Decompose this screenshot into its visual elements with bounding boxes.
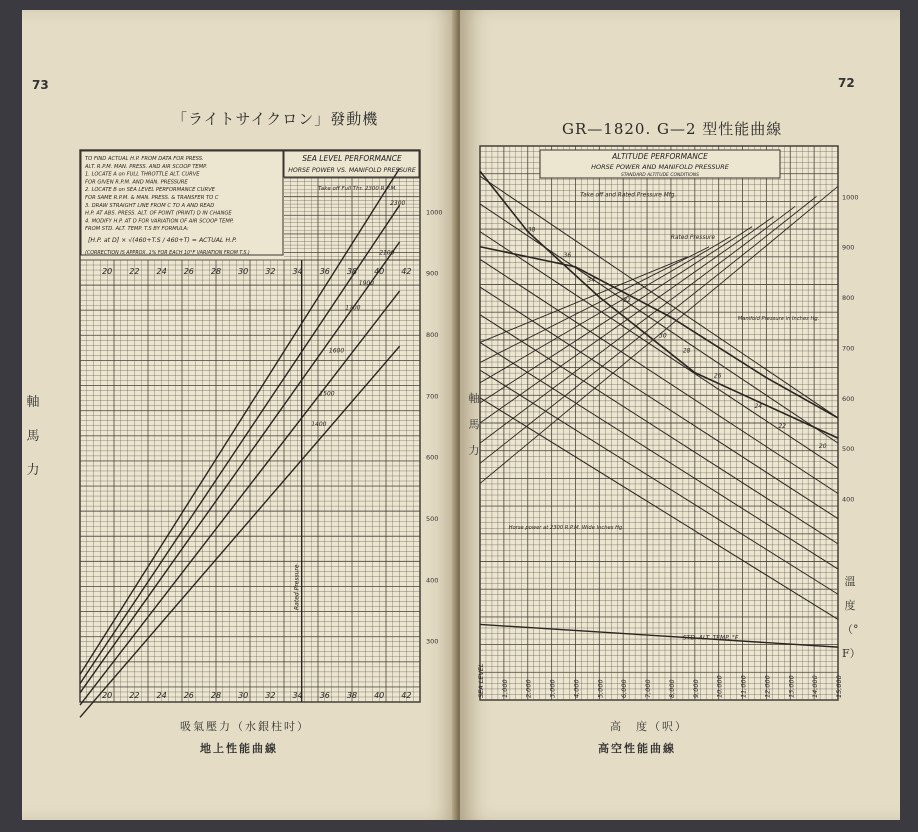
x-tick-label: 24 [156, 691, 167, 700]
chart-note: STANDARD ALTITUDE CONDITIONS [620, 173, 700, 178]
chart-caption-right: 高空性能曲線 [598, 742, 676, 755]
y-tick-label: 400 [842, 495, 855, 504]
y-tick-label: 300 [426, 637, 439, 646]
x-tick-label: 22 [129, 691, 140, 700]
x-tick-label: 9,000 [691, 679, 700, 698]
x-tick-label: 14,000 [811, 675, 820, 698]
page-title-right: GR—1820. G—2 型性能曲線 [562, 120, 783, 138]
series-label: 2100 [379, 249, 395, 257]
x-tick-label: 26 [183, 691, 194, 700]
series-label: 1900 [358, 279, 375, 287]
left-page [22, 10, 458, 820]
chart-subtitle: HORSE POWER AND MANIFOLD PRESSURE [591, 163, 729, 171]
x-tick-label-top: 20 [102, 267, 113, 276]
x-axis-caption-right: 高 度（呎） [610, 720, 688, 733]
manifold-pressure-label: 24 [754, 402, 763, 410]
chart-title: ALTITUDE PERFORMANCE [612, 152, 708, 161]
y-tick-label: 800 [426, 331, 439, 339]
right-page [460, 10, 900, 820]
x-tick-label: 28 [210, 691, 222, 700]
y-axis-label-left: 軸馬力 [26, 395, 40, 478]
correction-note: (CORRECTION IS APPROX. 1% FOR EACH 10°F VARIATION FROM T.S.) [85, 251, 250, 256]
x-tick-label: 20 [102, 691, 113, 700]
y-tick-label: 600 [842, 394, 855, 403]
x-tick-label: 3,000 [548, 679, 557, 698]
instruction-line: FROM STD. ALT. TEMP. T.S BY FORMULA: [85, 226, 189, 233]
y-tick-label: 700 [842, 344, 855, 353]
x-tick-label-top: 36 [319, 267, 330, 276]
series-label: 1600 [328, 347, 345, 355]
x-tick-label-top: 34 [292, 267, 303, 276]
manifold-pressure-label: 38 [527, 226, 536, 234]
x-tick-label: 13,000 [787, 675, 796, 698]
manifold-pressure-label: 20 [818, 443, 827, 451]
instruction-line: 1. LOCATE A on FULL THROTTLE ALT. CURVE [85, 171, 200, 178]
manifold-pressure-label: 22 [778, 423, 786, 431]
x-tick-label: 42 [401, 691, 412, 700]
page-number-right: 72 [838, 76, 855, 90]
y-tick-label: 600 [426, 453, 439, 462]
x-tick-label-top: 32 [265, 267, 276, 276]
manifold-pressure-label: 32 [623, 297, 631, 305]
chart-caption-left: 地上性能曲線 [200, 742, 278, 755]
series-label: 1400 [311, 421, 327, 428]
x-tick-label-top: 38 [346, 267, 358, 276]
x-tick-label-top: 22 [129, 267, 140, 276]
x-tick-label: 2,000 [524, 679, 533, 698]
sea-level-performance-chart [22, 10, 458, 820]
x-tick-label: 40 [374, 691, 385, 700]
x-tick-label: 38 [346, 691, 358, 700]
x-tick-label: 15,000 [835, 675, 843, 698]
x-tick-label-top: 40 [374, 267, 385, 276]
x-tick-label-top: 24 [156, 267, 167, 276]
y-tick-label: 500 [842, 445, 855, 454]
instruction-line: 2. LOCATE B on SEA LEVEL PERFORMANCE CURVE [85, 187, 215, 194]
formula: [H.P. at D] × √(460+T.S / 460+T) = ACTUAL H.P. [88, 237, 237, 244]
annotation-hp: Horse power at 2300 R.P.M. Wide Inches Hg. [508, 524, 624, 531]
series-label: 1500 [319, 390, 335, 398]
temp-axis-label: 溫度（°F） [842, 575, 861, 660]
x-tick-label-top: 28 [210, 267, 222, 276]
manifold-pressure-label: 34 [587, 276, 596, 284]
annotation-manifold: Manifold Pressure in Inches Hg. [737, 315, 820, 322]
instruction-line: ALT. R.P.M. MAN. PRESS. AND AIR SCOOP TEMP. [85, 163, 208, 170]
x-tick-label: 4,000 [572, 679, 581, 698]
instruction-line: H.P. AT ABS. PRESS. ALT. OF POINT (PRINT) D IN CHANGE [85, 210, 232, 217]
page-title-left: 「ライトサイクロン」發動機 [172, 110, 379, 128]
y-tick-label: 1000 [842, 193, 859, 202]
annotation-rated: Rated Pressure [670, 235, 715, 242]
x-tick-label: 12,000 [763, 675, 772, 698]
y-tick-label: 900 [426, 269, 439, 278]
instruction-line: 4. MODIFY H.P. AT D FOR VARIATION OF AIR SCOOP TEMP. [85, 218, 234, 225]
x-axis-caption-left: 吸氣壓力（水銀柱吋） [180, 720, 310, 733]
instruction-line: FOR GIVEN R.P.M. AND MAN. PRESSURE [85, 179, 188, 186]
series-label: 2300 [390, 200, 406, 208]
altitude-performance-chart [460, 10, 900, 820]
manifold-pressure-label: 30 [659, 332, 667, 340]
y-tick-label: 800 [842, 294, 855, 303]
manifold-pressure-label: 26 [713, 372, 722, 380]
chart-title: SEA LEVEL PERFORMANCE [302, 154, 402, 163]
y-tick-label: 500 [426, 515, 439, 523]
chart-subtitle: HORSE POWER VS. MANIFOLD PRESSURE [288, 167, 416, 174]
y-tick-label: 700 [426, 392, 439, 401]
x-tick-label: 7,000 [644, 679, 653, 698]
x-tick-label: 5,000 [596, 679, 605, 698]
x-tick-label: 32 [265, 691, 276, 700]
takeoff-label: Take off Full Thr. 2300 R.P.M. [318, 186, 397, 192]
rated-pressure-label: Rated Pressure [293, 564, 301, 610]
y-axis-label-right: 軸馬力 [468, 392, 480, 457]
annotation-takeoff: Take off and Rated Pressure Mfg. [580, 192, 677, 199]
x-tick-label: 11,000 [739, 675, 748, 698]
x-tick-label: 6,000 [620, 679, 629, 698]
std-temp-label: STD. ALT. TEMP. °F [682, 634, 739, 642]
y-tick-label: 900 [842, 243, 855, 252]
x-tick-label: 36 [319, 691, 330, 700]
x-tick-label: 30 [238, 691, 249, 700]
instruction-line: 3. DRAW STRAIGHT LINE FROM C TO A AND READ [85, 202, 215, 209]
y-tick-label: 400 [426, 576, 439, 585]
x-tick-label: 8,000 [667, 679, 676, 698]
page-number-left: 73 [32, 78, 49, 92]
x-tick-label: SEA LEVEL [477, 663, 485, 698]
x-tick-label: 10,000 [715, 675, 724, 698]
instruction-line: TO FIND ACTUAL H.P. FROM DATA FOR PRESS. [85, 156, 204, 162]
manifold-pressure-label: 28 [682, 347, 691, 355]
x-tick-label-top: 30 [238, 267, 249, 276]
x-tick-label-top: 42 [401, 267, 412, 276]
manifold-pressure-label: 36 [563, 251, 572, 259]
x-tick-label-top: 26 [183, 267, 194, 276]
y-tick-label: 1000 [426, 208, 443, 217]
series-label: 1700 [345, 304, 361, 312]
instruction-line: FOR SAME R.P.M. & MAN. PRESS. & TRANSFER TO C [85, 195, 219, 201]
x-tick-label: 34 [292, 691, 303, 700]
x-tick-label: 1,000 [500, 679, 509, 698]
